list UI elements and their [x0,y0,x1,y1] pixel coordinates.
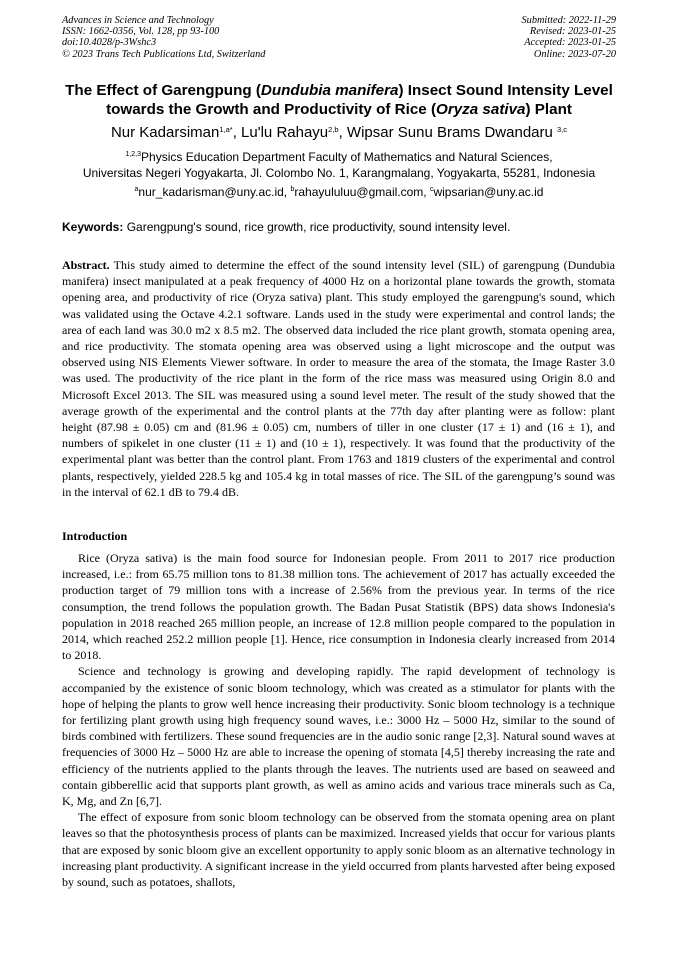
introduction-body [62,550,615,890]
abstract-label: Abstract. [62,258,110,272]
author-affil-mark: 1,a* [219,125,233,134]
keywords-text: Garengpung's sound, rice growth, rice productivity, sound intensity level. [123,220,511,234]
publication-dates [522,15,616,60]
affiliation [40,150,638,181]
author-separator: , [232,124,242,141]
email: wipsarian@uny.ac.id [433,185,544,199]
title-species: Dundubia manifera [260,82,399,99]
author-separator: , [338,124,347,141]
title-part: ) Plant [525,101,572,118]
journal-info [62,15,265,60]
submitted-date: Submitted: 2022-11-29 [521,15,616,26]
paragraph: Rice (Oryza sativa) is the main food source for Indonesian people. From 2011 to 2017 rice production increased, i.e.: from 65.75 million tons to 81.38 million tons. The achievement of 2017 has actually exceeded the production target of 79 million tons with a increase of 2.56% from the previous year. In terms of the rice consumption, the trend follows the population growth. The Badan Pusat Statistik (BPS) data shows Indonesia's population in 2018 reached 265 million people, an increase of 12.8 million people compared to the population in 2014, which reached 252.2 million people [1]. Hence, rice consumption in Indonesia clearly increased from 2014 to 2018. [62,551,615,663]
online-date: Online: 2023-07-20 [533,48,616,60]
accepted-date: Accepted: 2023-01-25 [524,37,616,49]
email: rahayululuu@gmail.com, [294,185,430,199]
revised-date: Revised: 2023-01-25 [529,26,616,38]
author-affil-mark: 2,b [328,125,339,134]
title-part: The Effect of Garengpung ( [65,82,261,99]
title-part: ) Insect Sound Intensity Level towards the Growth and Productivity of Rice ( [106,82,613,118]
keywords-label: Keywords: [62,220,124,234]
doi: doi:10.4028/p-3Wshc3 [62,37,157,49]
copyright: © 2023 Trans Tech Publications Ltd, Switzerland [62,48,266,60]
issn: ISSN: 1662-0356, Vol. 128, pp 93-100 [62,26,220,38]
affiliation-mark: 1,2,3 [125,151,142,158]
author-name: Lu'lu Rahayu [241,124,329,141]
abstract [62,257,615,500]
paragraph: Science and technology is growing and developing rapidly. The rapid development of technology is accompanied by the existence of sonic bloom technology, which was created as a stimulator for plants with the hope of helping the plants to grow well hence increasing their productivity. Sonic bloom technology is a technique for fertilizing plant growth using high frequency sound waves, i.e.: 3000 Hz – 5000 Hz, similar to the sound of birds combined with fertilizers. These sound frequencies are in the audio sonic range [2,3]. Natural sound waves at frequencies of 3000 Hz – 5000 Hz are able to increase the opening of stomata [4,5] thereby increasing the rate and efficiency of the nutrients applied to the plants through the leaves. The nutrients used are based on seaweed and contain gibberellic acid that supports plant growth, as well as amino acids and various trace minerals such as Ca, K, Mg, and Zn [6,7]. [62,664,615,809]
author-emails [40,185,638,200]
affiliation-line: Universitas Negeri Yogyakarta, Jl. Colombo No. 1, Karangmalang, Yogyakarta, 55281, Indonesia [82,165,596,180]
introduction-heading: Introduction [62,529,128,543]
author-affil-mark: 3,c [557,125,568,134]
author-name: Nur Kadarsiman [110,124,220,141]
affiliation-text: Physics Education Department Faculty of Mathematics and Natural Sciences, [141,150,553,164]
author-list [40,124,638,142]
affiliation-line [40,150,638,166]
keywords [62,220,622,235]
email-mark: b [290,186,295,193]
journal-name: Advances in Science and Technology [62,15,214,26]
email-mark: c [429,186,434,193]
abstract-text: This study aimed to determine the effect of the sound intensity level (SIL) of garengpung (Dundubia manifera) insect manipulated at a peak frequency of 4000 Hz on a horizontal plane towards the growth, stomata opening area, and productivity of rice (Oryza sativa) plant. This study employed the garengpung's sound, which was validated using the Octave 4.2.1 software. Lands used in the study were experimental and control lands; the area of each land was 30.0 m2 x 8.5 m2. The observed data included the rice plant growth, stomata opening area, and rice productivity. The stomata opening area was observed using a light microscope and the output was observed using NIS Elements Viewer software. In order to measure the area of the stomata, the Image Raster 3.0 was used. The productivity of the rice plant in the form of the rice mass was measured using Origin 8.0 and Microsoft Excel 2013. The SIL was measured using a sound level meter. The result of the study showed that the average growth of the experimental and the control plants at the 77th day after planting were as follow: plant height (87.98 ± 0.05) cm and (81.96 ± 0.05) cm, numbers of tiller in one cluster (17 ± 1) and (16 ± 1), and numbers of spikelet in one cluster (11 ± 1) and (10 ± 1), respectively. It was found that the productivity of the experimental plant was better than the control plant. From 1763 and 1819 clusters of the experimental and control plants, respectively, yielded 228.5 kg and 105.4 kg in total masses of rice. The SIL of the garengpung’s sound was in the interval of 62.1 dB to 79.4 dB. [62,258,615,499]
paper-title [40,81,638,119]
email: nur_kadarisman@uny.ac.id, [138,185,291,199]
paragraph: The effect of exposure from sonic bloom technology can be observed from the stomata opening area on plant leaves so that the photosynthesis process of plants can be maximized. Increased yields that occur for various plants that are exposed by sonic bloom give an excellent opportunity to apply sonic bloom as an alternative technology in increasing plant productivity. A significant increase in the yield occurred from plants harvested after being exposed by sound, such as potatoes, shallots, [62,810,615,890]
author-name: Wipsar Sunu Brams Dwandaru [346,124,558,141]
title-species: Oryza sativa [436,101,526,118]
email-mark: a [134,186,139,193]
